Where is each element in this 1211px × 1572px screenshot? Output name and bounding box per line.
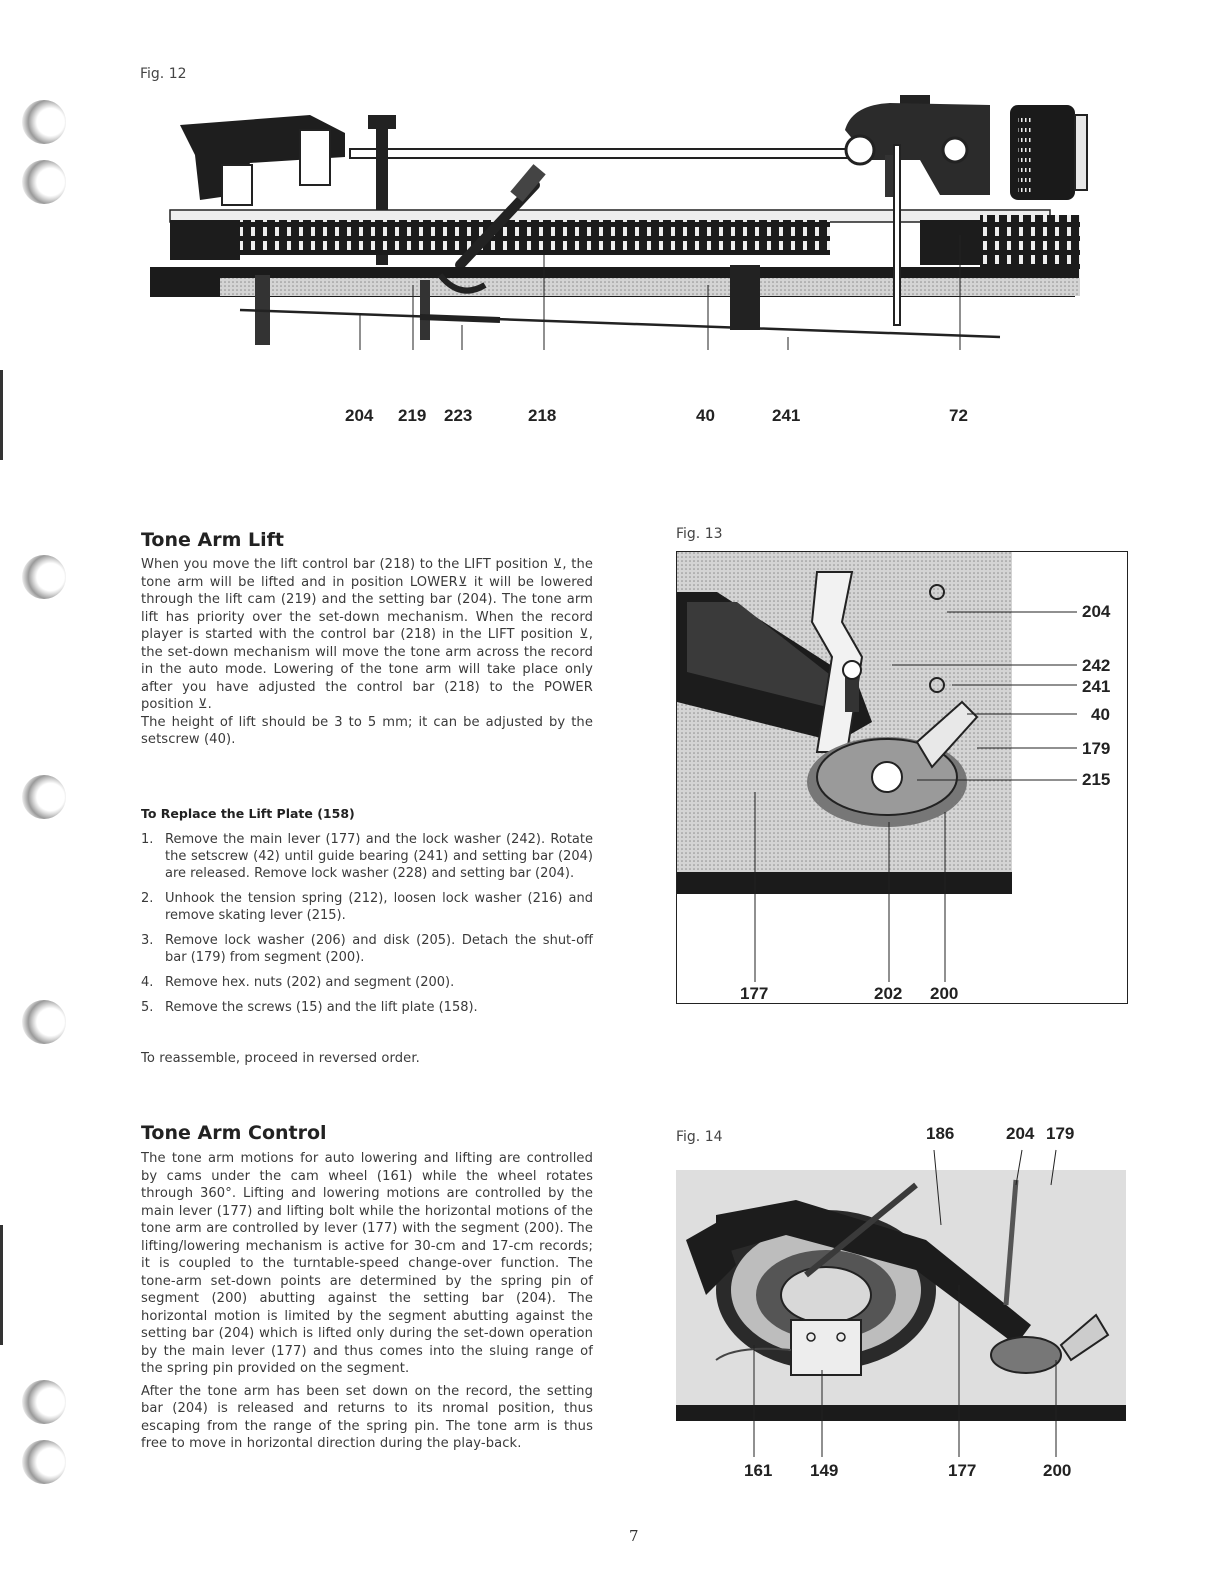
fig13-callout: 202 (874, 984, 903, 1003)
fig14-callout: 179 (1046, 1124, 1075, 1143)
fig12-callout: 72 (949, 406, 968, 425)
binder-hole (22, 1380, 66, 1424)
binder-hole (22, 555, 66, 599)
fig13-callout: 242 (1082, 656, 1111, 675)
fig14-callout: 186 (926, 1124, 955, 1143)
replace-lift-plate-heading: To Replace the Lift Plate (158) (141, 806, 355, 821)
fig14-callout: 204 (1006, 1124, 1035, 1143)
fig14-callout: 161 (744, 1461, 773, 1480)
tone-arm-lift-paragraph: The height of lift should be 3 to 5 mm; it can be adjusted by the setscrew (40). (141, 714, 593, 747)
binder-hole (22, 100, 66, 144)
reassemble-note: To reassemble, proceed in reversed order. (141, 1051, 420, 1066)
list-item: 3. Remove lock washer (206) and disk (205). Detach the shut-off bar (179) from segment (200). (141, 933, 593, 965)
binder-hole (22, 1440, 66, 1484)
binder-hole (22, 775, 66, 819)
tone-arm-control-paragraph: After the tone arm has been set down on the record, the setting bar (204) is released and returns to its nromal position, thus escaping from the range of the spring pin. The tone arm is thus free to move in horizontal direction during the play-back. (141, 1383, 593, 1451)
binder-hole (22, 160, 66, 204)
list-item: 5. Remove the screws (15) and the lift plate (158). (141, 1000, 478, 1015)
fig12-callout: 223 (444, 406, 473, 425)
scan-edge-mark (0, 1225, 3, 1345)
fig12-callout: 218 (528, 406, 557, 425)
tone-arm-control-text (141, 1150, 593, 1453)
tone-arm-control-heading: Tone Arm Control (141, 1122, 327, 1144)
fig12-callout: 219 (398, 406, 427, 425)
fig13-callout: 241 (1082, 677, 1111, 696)
fig13-callout: 179 (1082, 739, 1111, 758)
fig14-callout: 149 (810, 1461, 839, 1480)
scan-edge-mark (0, 370, 3, 460)
list-item: 4. Remove hex. nuts (202) and segment (200). (141, 975, 455, 990)
fig13-callout: 204 (1082, 602, 1111, 621)
tone-arm-control-paragraph: The tone arm motions for auto lowering and lifting are controlled by cams under the cam wheel (161) while the wheel rotates through 360°. Lifting and lowering motions are controlled by the main lever (177) and lifting bolt while the horizontal motions of the tone arm are controlled by lever (177) with the segment (200). The lifting/lowering mechanism is active for 30-cm and 17-cm records; it is coupled to the turntable-speed change-over function. The tone-arm set-down points are determined by the spring pin of segment (200) abutting against the setting bar (204). The horizontal motion is limited by the segment abutting against the setting bar (204) which is lifted only during the set-down operation by the main lever (177) and thus comes into the sluing range of the spring pin provided on the segment. (141, 1151, 593, 1376)
fig12-label: Fig. 12 (140, 66, 187, 82)
fig13-callout: 215 (1082, 770, 1111, 789)
fig14-callout: 200 (1043, 1461, 1072, 1480)
page-number: 7 (629, 1527, 639, 1545)
fig12-callout: 204 (345, 406, 374, 425)
list-item: 1. Remove the main lever (177) and the lock washer (242). Rotate the setscrew (42) until guide bearing (241) and setting bar (204) are released. Remove lock washer (228) and setting bar (204). (141, 832, 593, 881)
fig13-lift-mechanism-illustration (677, 552, 1127, 1003)
fig13-callout: 200 (930, 984, 959, 1003)
tone-arm-lift-heading: Tone Arm Lift (141, 529, 284, 551)
fig14-cam-wheel-illustration (676, 1145, 1128, 1457)
fig14-callout: 177 (948, 1461, 977, 1480)
fig13-callout: 40 (1091, 705, 1110, 724)
fig14-label: Fig. 14 (676, 1129, 723, 1145)
replace-lift-plate-steps (141, 831, 593, 1024)
fig12-turntable-section-illustration (140, 85, 1100, 350)
fig13-label: Fig. 13 (676, 526, 723, 542)
tone-arm-lift-paragraph: When you move the lift control bar (218) to the LIFT position ⊻, the tone arm will be lifted and in position LOWER⊻ it will be lowered through the lift cam (219) and the setting bar (204). The tone arm lift has priority over the set-down mechanism. When the record player is started with the control bar (218) in the LIFT position ⊻, the set-down mechanism will move the tone arm across the record in the auto mode. Lowering of the tone arm will take place only after you have adjusted the control bar (218) to the POWER position ⊻. (141, 557, 593, 712)
fig12-callout: 40 (696, 406, 715, 425)
fig12-callout: 241 (772, 406, 801, 425)
binder-hole (22, 1000, 66, 1044)
tone-arm-lift-text (141, 556, 593, 749)
fig13-callout: 177 (740, 984, 769, 1003)
list-item: 2. Unhook the tension spring (212), loosen lock washer (216) and remove skating lever (215). (141, 891, 593, 923)
